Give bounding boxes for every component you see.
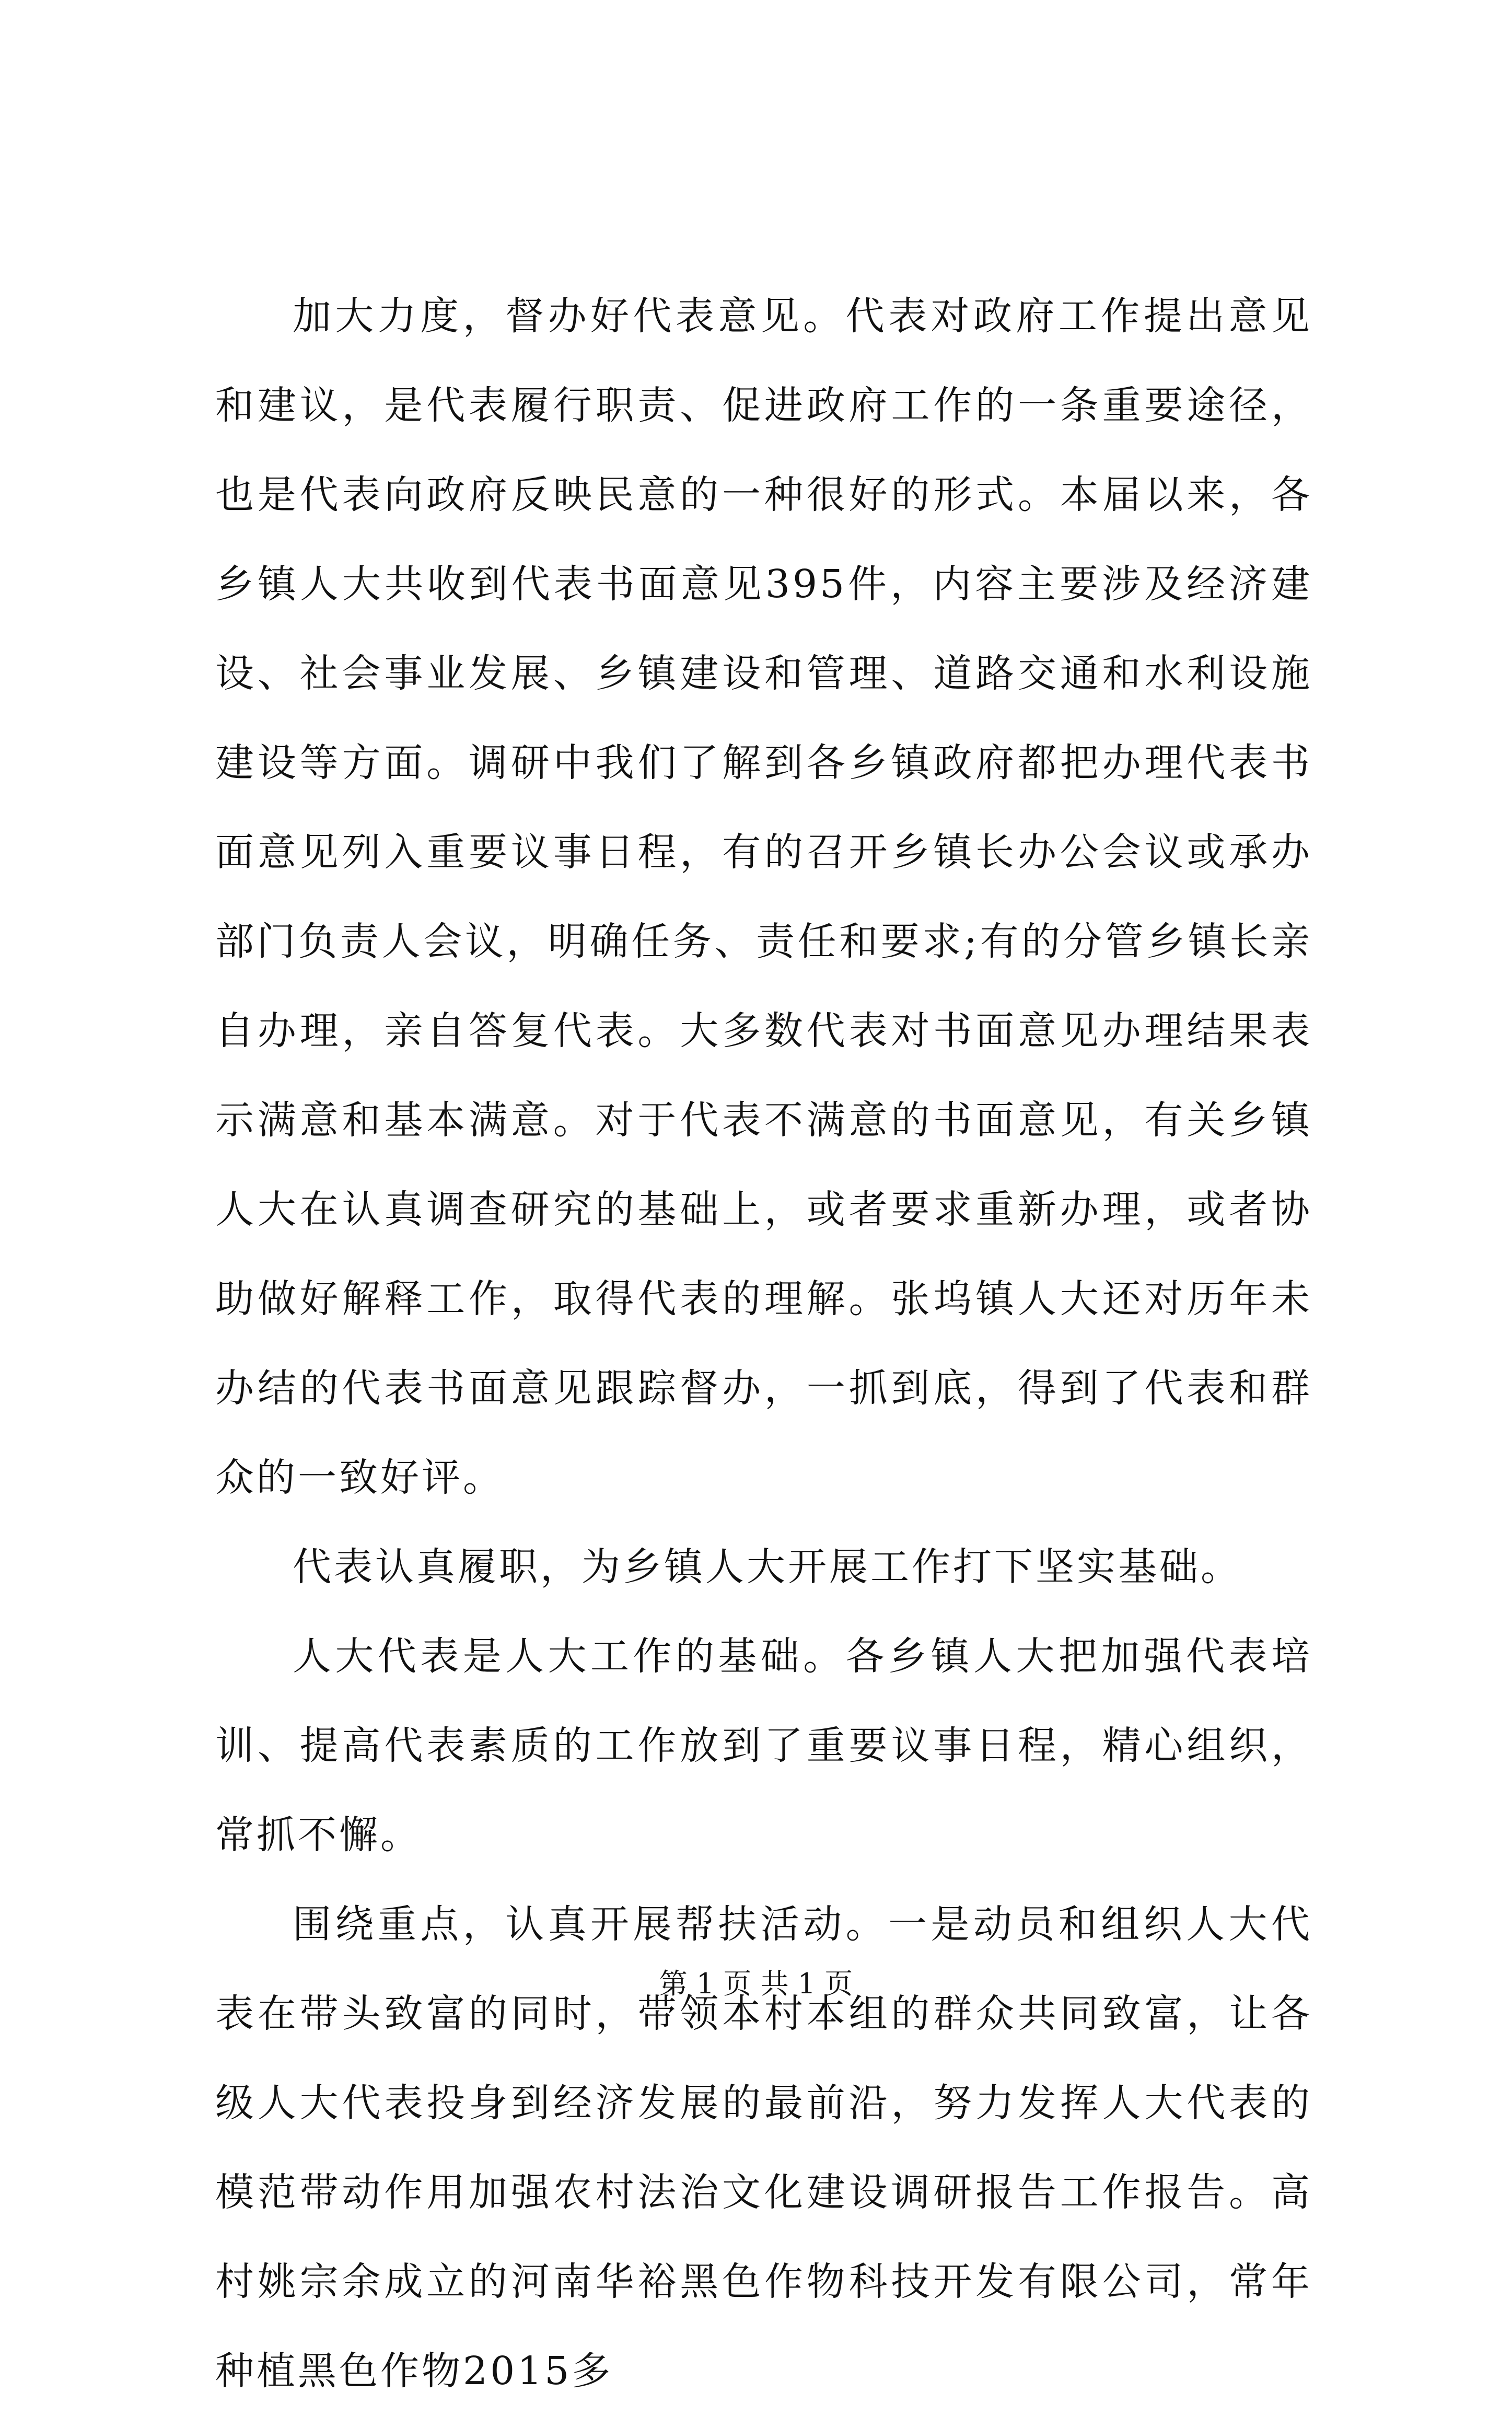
paragraph-deputies-perform-duties: 代表认真履职，为乡镇人大开展工作打下坚实基础。: [293, 1544, 1242, 1589]
document-body: [215, 272, 1312, 2416]
page-footer: 第 1 页 共 1 页: [659, 1967, 853, 2000]
paragraph-supervise-opinions: 加大力度，督办好代表意见。代表对政府工作提出意见和建议，是代表履行职责、促进政府工作的一条重要途径，也是代表向政府反映民意的一种很好的形式。本届以来，各乡镇人大共收到代表书面意见395件，内容主要涉及经济建设、社会事业发展、乡镇建设和管理、道路交通和水利设施建设等方面。调研中我们了解到各乡镇政府都把办理代表书面意见列入重要议事日程，有的召开乡镇长办公会议或承办部门负责人会议，明确任务、责任和要求;有的分管乡镇长亲自办理，亲自答复代表。大多数代表对书面意见办理结果表示满意和基本满意。对于代表不满意的书面意见，有关乡镇人大在认真调查研究的基础上，或者要求重新办理，或者协助做好解释工作，取得代表的理解。张坞镇人大还对历年未办结的代表书面意见跟踪督办，一抓到底，得到了代表和群众的一致好评。: [215, 294, 1312, 1500]
paragraph-assistance-activities: 围绕重点，认真开展帮扶活动。一是动员和组织人大代表在带头致富的同时，带领本村本组的群众共同致富，让各级人大代表投身到经济发展的最前沿，努力发挥人大代表的模范带动作用加强农村法治文化建设调研报告工作报告。高村姚宗余成立的河南华裕黑色作物科技开发有限公司，常年种植黑色作物2015多: [215, 1902, 1312, 2394]
paragraph-deputies-foundation: 人大代表是人大工作的基础。各乡镇人大把加强代表培训、提高代表素质的工作放到了重要议事日程，精心组织，常抓不懈。: [215, 1634, 1312, 1857]
